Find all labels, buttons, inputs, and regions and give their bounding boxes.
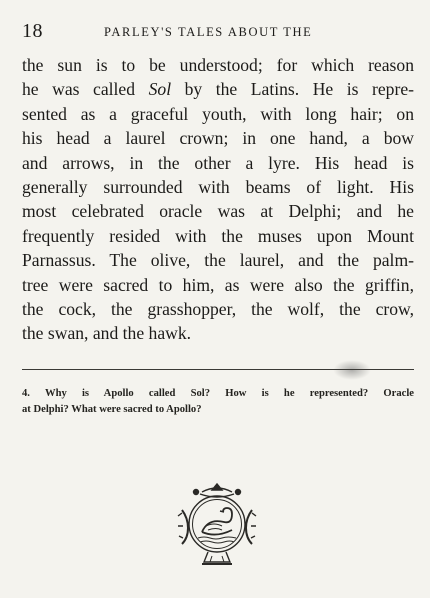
body-line: most celebrated oracle was at Delphi; and he	[22, 201, 414, 222]
body-line: Parnassus. The olive, the laurel, and the palm-	[22, 250, 414, 271]
swan-vignette-icon	[172, 480, 262, 570]
body-line: frequently resided with the muses upon Mount	[22, 225, 414, 246]
body-line: he was called Sol by the Latins. He is repre-	[22, 79, 415, 100]
running-head: PARLEY'S TALES ABOUT THE	[104, 25, 313, 39]
body-line: generally surrounded with beams of light. His	[22, 177, 414, 198]
body-line: sented as a graceful youth, with long hair; on	[22, 103, 414, 124]
footnote-divider	[22, 369, 414, 370]
page-header	[22, 20, 412, 42]
body-text	[22, 53, 414, 346]
footnote	[22, 386, 414, 418]
body-line: his head a laurel crown; in one hand, a bow	[22, 128, 414, 149]
body-line: the sun is to be understood; for which reason	[22, 55, 414, 75]
body-line: the swan, and the hawk.	[22, 323, 192, 344]
body-line: and arrows, in the other a lyre. His head is	[22, 152, 414, 173]
body-line: tree were sacred to him, as were also the griffin,	[22, 274, 414, 295]
page-number: 18	[22, 20, 43, 42]
ink-smudge	[333, 360, 371, 380]
emphasis-sol: Sol	[148, 79, 172, 100]
footnote-line: 4. Why is Apollo called Sol? How is he represented? Oracle	[22, 388, 414, 399]
body-line: the cock, the grasshopper, the wolf, the crow,	[22, 299, 414, 320]
footnote-line: at Delphi? What were sacred to Apollo?	[22, 404, 202, 415]
